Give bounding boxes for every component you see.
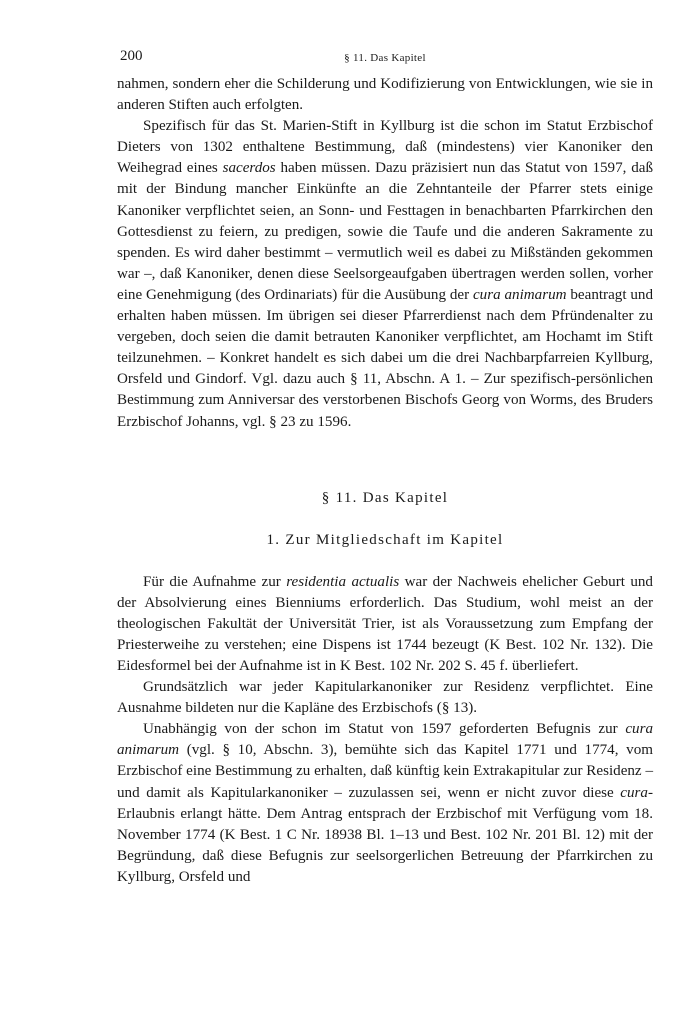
paragraph-text: Für die Aufnahme zur (143, 573, 287, 590)
latin-term: cura animarum (472, 286, 567, 303)
paragraph-continuation (117, 74, 653, 116)
subsection-title: 1. Zur Mitgliedschaft im Kapitel (266, 531, 504, 548)
paragraph-cura (117, 719, 653, 888)
paragraph-text: Unabhängig von der schon im Statut von 1597 geforderten Befugnis zur (143, 721, 626, 738)
page-header (117, 44, 653, 74)
latin-term: sacerdos (222, 160, 276, 177)
page-number: 200 (120, 48, 143, 64)
paragraph-text: Spezifisch für das St. Marien-Stift in Kyllburg ist die schon im Statut Erzbischof Dieters von 1302 enthaltene Bestimmung, daß (mindestens) vier Kanoniker den Weihegrad eines (117, 118, 653, 177)
latin-term: cura animarum (117, 721, 653, 759)
paragraph-admission (117, 572, 653, 677)
paragraph-residence (117, 677, 653, 719)
latin-term: residentia actualis (286, 573, 400, 590)
paragraph-text: nahmen, sondern eher die Schilderung und Kodifizierung von Entwicklungen, wie sie in anderen Stiften auch erfolgten. (117, 76, 653, 114)
section-title: § 11. Das Kapitel (321, 489, 449, 506)
paragraph-text: beantragt und erhalten haben müssen. Im übrigen sei dieser Pfarrerdienst nach dem Pfründenalter zu vergeben, doch seien die damit betrauten Kanoniker verpflichtet, am Hochamt im Stift teilzunehmen. – Konkret handelt es sich dabei um die drei Nachbarpfarreien Kyllburg, Orsfeld und Gindorf. Vgl. dazu auch § 11, Abschn. A 1. – Zur spezifisch-persönlichen Bestimmung zum Anniversar des verstorbenen Bischofs Georg von Worms, des Bruders Erzbischof Johanns, vgl. § 23 zu 1596. (117, 286, 653, 430)
paragraph-text: haben müssen. Dazu präzisiert nun das Statut von 1597, daß mit der Bindung mancher Einkünfte an die Zehntanteile der Pfarrer stets einige Kanoniker verpflichtet seien, an Sonn- und Festtagen in benachbarten Pfarrkirchen den Gottesdienst zu feiern, zu predigen, sowie die Taufe und die anderen Sakramente zu spenden. Es wird daher bestimmt – vermutlich weil es dabei zu Mißständen gekommen war –, daß Kanoniker, denen diese Seelsorgeaufgaben übertragen werden sollen, vorher eine Genehmigung (des Ordinariats) für die Ausübung der (117, 160, 653, 303)
running-head: § 11. Das Kapitel (344, 52, 426, 64)
paragraph-statute (117, 116, 653, 432)
paragraph-text: -Erlaubnis erlangt hätte. Dem Antrag entsprach der Erzbischof mit Verfügung vom 18. November 1774 (K Best. 1 C Nr. 18938 Bl. 1–13 und Best. 102 Nr. 201 Bl. 12) mit der Begründung, daß diese Befugnis zur seelsorgerlichen Betreuung der Pfarrkirchen zu Kyllburg, Orsfeld und (117, 784, 653, 885)
paragraph-text: Grundsätzlich war jeder Kapitularkanoniker zur Residenz verpflichtet. Eine Ausnahme bildeten nur die Kapläne des Erzbischofs (§ 13). (117, 679, 653, 717)
latin-term: cura (620, 784, 648, 801)
document-page (117, 44, 653, 888)
paragraph-text: (vgl. § 10, Abschn. 3), bemühte sich das Kapitel 1771 und 1774, vom Erzbischof eine Bestimmung zu erhalten, daß künftig kein Extrakapitular zur Residenz – und damit als Kapitularkanoniker – zuzulassen sei, wenn er nicht zuvor diese (117, 742, 653, 801)
paragraph-text: war der Nachweis ehelicher Geburt und der Absolvierung eines Bienniums erforderlich. Das Studium, wohl meist an der theologischen Fakultät der Universität Trier, ist als Voraussetzung zum Empfang der Priesterweihe zu verstehen; eine Dispens ist 1744 bezeugt (K Best. 102 Nr. 132). Die Eidesformel bei der Aufnahme ist in K Best. 102 Nr. 202 S. 45 f. überliefert. (117, 573, 653, 674)
